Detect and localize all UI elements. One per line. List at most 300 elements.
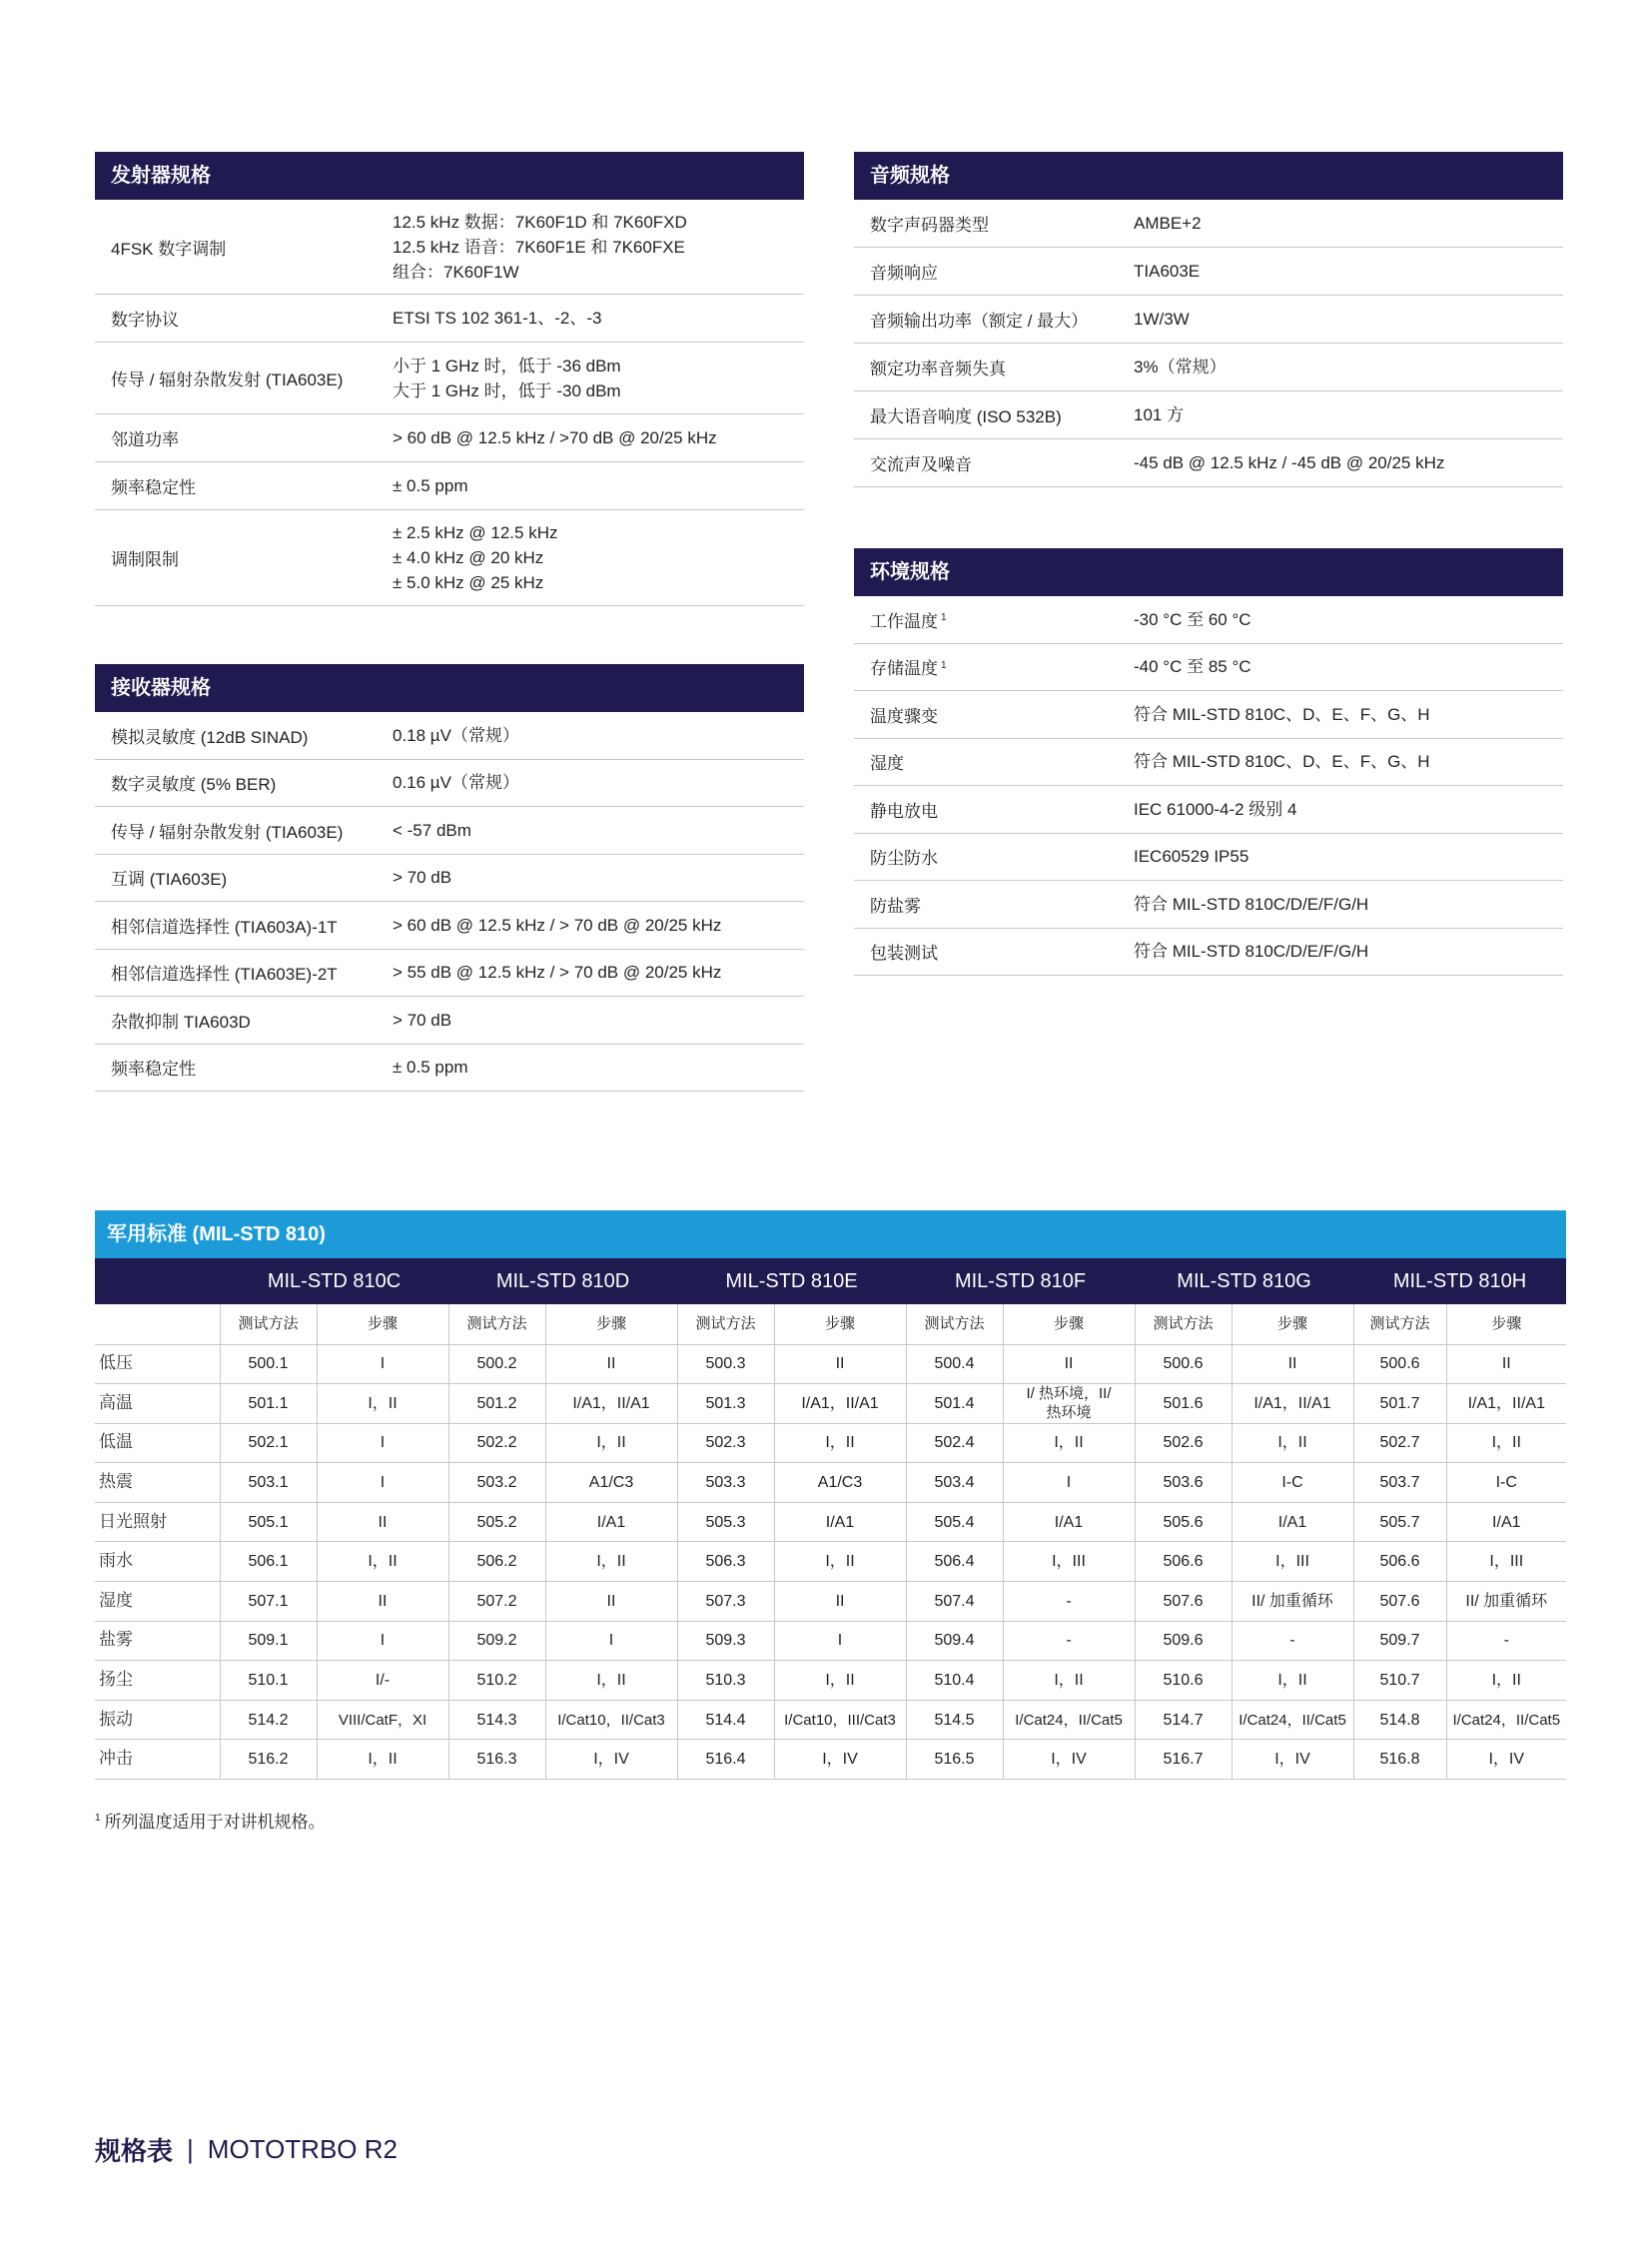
procedure-cell: I/A1，II/A1: [774, 1384, 906, 1424]
procedure-cell: I，II: [774, 1542, 906, 1582]
procedure-header: 步骤: [774, 1304, 906, 1344]
test-method-cell: 502.3: [677, 1423, 774, 1463]
spec-label: [95, 818, 393, 843]
procedure-cell: I/A1: [545, 1502, 677, 1542]
table-row: [95, 1344, 1566, 1384]
procedure-cell: I/Cat24，II/Cat5: [1446, 1700, 1566, 1740]
spec-value: > 70 dB: [393, 868, 452, 888]
test-method-cell: 506.4: [906, 1542, 1003, 1582]
test-method-cell: 509.3: [677, 1621, 774, 1661]
table-row: [95, 1661, 1566, 1701]
procedure-cell: I，II: [1003, 1423, 1135, 1463]
procedure-cell: I，II: [545, 1423, 677, 1463]
spec-label: [95, 235, 393, 260]
spec-label-text: 相邻信道选择性 (TIA603E)-2T: [111, 965, 338, 985]
table-row: [95, 1463, 1566, 1503]
spec-label-text: 工作温度: [870, 611, 938, 631]
spec-label: [854, 607, 1134, 632]
spec-label-text: 调制限制: [111, 550, 179, 569]
test-name: 高温: [95, 1384, 220, 1424]
test-method-header: 测试方法: [1353, 1304, 1446, 1344]
spec-label: [854, 355, 1134, 379]
procedure-cell: II/ 加重循环: [1446, 1582, 1566, 1622]
procedure-header: 步骤: [1446, 1304, 1566, 1344]
spec-label-text: 邻道功率: [111, 430, 179, 449]
spec-value: 12.5 kHz 数据：7K60F1D 和 7K60FXD 12.5 kHz 语音：7K60F1E 和 7K60FXE 组合：7K60F1W: [393, 212, 687, 282]
spec-label: [95, 913, 393, 938]
test-method-cell: 500.1: [220, 1344, 317, 1384]
procedure-cell: -: [1232, 1621, 1353, 1661]
table-row: [95, 1423, 1566, 1463]
test-name: 日光照射: [95, 1502, 220, 1542]
procedure-cell: I: [774, 1621, 906, 1661]
procedure-cell: VIII/CatF，XI: [317, 1700, 448, 1740]
test-name: 盐雾: [95, 1621, 220, 1661]
spec-label: [854, 402, 1134, 427]
test-method-cell: 501.7: [1353, 1384, 1446, 1424]
spec-label-text: 4FSK 数字调制: [111, 239, 227, 259]
spec-label: [95, 306, 393, 331]
spec-label-text: 交流声及噪音: [870, 455, 972, 474]
spec-label-text: 额定功率音频失真: [870, 360, 1006, 378]
test-name: 热震: [95, 1463, 220, 1503]
spec-value: -45 dB @ 12.5 kHz / -45 dB @ 20/25 kHz: [1134, 453, 1445, 472]
table-row: [95, 1542, 1566, 1582]
test-method-cell: 514.4: [677, 1700, 774, 1740]
spec-label-text: 最大语音响度 (ISO 532B): [870, 407, 1062, 426]
spec-label-text: 防盐雾: [870, 896, 921, 916]
spec-label-text: 杂散抑制 TIA603D: [111, 1012, 251, 1032]
footnote: [95, 1808, 326, 1833]
procedure-cell: I，II: [1446, 1661, 1566, 1701]
test-method-cell: 510.4: [906, 1661, 1003, 1701]
spec-value: 符合 MIL-STD 810C、D、E、F、G、H: [1134, 752, 1430, 772]
test-method-cell: 505.7: [1353, 1502, 1446, 1542]
procedure-header: 步骤: [1003, 1304, 1135, 1344]
spec-row: [95, 997, 804, 1045]
spec-value: AMBE+2: [1134, 214, 1202, 233]
procedure-cell: I，II: [1446, 1423, 1566, 1463]
procedure-header: 步骤: [317, 1304, 448, 1344]
test-method-cell: 501.2: [448, 1384, 545, 1424]
spec-row: [854, 248, 1563, 296]
spec-row: [95, 855, 804, 903]
test-method-cell: 507.2: [448, 1582, 545, 1622]
test-method-cell: 507.3: [677, 1582, 774, 1622]
test-method-cell: 516.4: [677, 1740, 774, 1780]
procedure-cell: I，IV: [545, 1740, 677, 1780]
spec-label: [95, 473, 393, 498]
spec-label: [854, 307, 1134, 332]
spec-label: [95, 425, 393, 450]
footer-separator: |: [187, 2134, 194, 2164]
table-row: [95, 1502, 1566, 1542]
procedure-cell: I，III: [1446, 1542, 1566, 1582]
test-method-cell: 506.1: [220, 1542, 317, 1582]
test-method-cell: 514.8: [1353, 1700, 1446, 1740]
test-method-cell: 510.3: [677, 1661, 774, 1701]
test-method-header: 测试方法: [448, 1304, 545, 1344]
audio-spec-section: [854, 152, 1563, 487]
page-footer: [95, 2131, 398, 2168]
test-name: 湿度: [95, 1582, 220, 1622]
spec-label: [854, 450, 1134, 475]
spec-value: > 60 dB @ 12.5 kHz / >70 dB @ 20/25 kHz: [393, 428, 717, 447]
procedure-cell: A1/C3: [774, 1463, 906, 1503]
procedure-cell: I，II: [317, 1542, 448, 1582]
test-method-cell: 503.6: [1135, 1463, 1232, 1503]
spec-value: -40 °C 至 85 °C: [1134, 657, 1251, 677]
procedure-cell: I/A1: [1232, 1502, 1353, 1542]
footnote-ref: 1: [941, 659, 947, 671]
section-title: 发射器规格: [95, 152, 804, 200]
spec-value: ETSI TS 102 361-1、-2、-3: [393, 309, 602, 328]
spec-value: > 55 dB @ 12.5 kHz / > 70 dB @ 20/25 kHz: [393, 963, 722, 983]
spec-value: IEC60529 IP55: [1134, 847, 1249, 867]
procedure-cell: I/A1: [1003, 1502, 1135, 1542]
spec-row: [95, 343, 804, 414]
test-name: 雨水: [95, 1542, 220, 1582]
test-method-cell: 516.7: [1135, 1740, 1232, 1780]
test-method-cell: 514.7: [1135, 1700, 1232, 1740]
receiver-spec-section: [95, 664, 804, 1092]
spec-label: [854, 259, 1134, 284]
spec-label-text: 湿度: [870, 754, 904, 774]
test-method-cell: 501.1: [220, 1384, 317, 1424]
table-row: [95, 1740, 1566, 1780]
procedure-cell: I，III: [1003, 1542, 1135, 1582]
test-method-cell: 510.2: [448, 1661, 545, 1701]
procedure-cell: I/A1，II/A1: [1446, 1384, 1566, 1424]
test-method-cell: 505.4: [906, 1502, 1003, 1542]
procedure-cell: I: [317, 1344, 448, 1384]
test-method-cell: 514.3: [448, 1700, 545, 1740]
procedure-cell: I: [317, 1423, 448, 1463]
test-method-cell: 507.1: [220, 1582, 317, 1622]
test-name: 振动: [95, 1700, 220, 1740]
spec-label: [854, 654, 1134, 679]
procedure-cell: II: [545, 1582, 677, 1622]
section-title: 环境规格: [854, 548, 1563, 596]
spec-label-text: 包装测试: [870, 944, 938, 964]
procedure-header: 步骤: [545, 1304, 677, 1344]
footer-doc-type: 规格表: [95, 2136, 174, 2166]
spec-label: [854, 939, 1134, 964]
procedure-cell: I/-: [317, 1661, 448, 1701]
test-method-cell: 507.6: [1135, 1582, 1232, 1622]
spec-label: [95, 545, 393, 570]
procedure-cell: II: [317, 1502, 448, 1542]
section-title: 音频规格: [854, 152, 1563, 200]
spec-row: [854, 391, 1563, 439]
test-method-cell: 509.1: [220, 1621, 317, 1661]
procedure-cell: I，II: [1232, 1423, 1353, 1463]
spec-value: > 60 dB @ 12.5 kHz / > 70 dB @ 20/25 kHz: [393, 915, 722, 935]
procedure-cell: II: [1003, 1344, 1135, 1384]
spec-value: 符合 MIL-STD 810C/D/E/F/G/H: [1134, 894, 1369, 914]
spec-value: ± 0.5 ppm: [393, 476, 468, 495]
test-method-cell: 509.6: [1135, 1621, 1232, 1661]
table-row: [95, 1621, 1566, 1661]
spec-row: [95, 295, 804, 343]
spec-value: TIA603E: [1134, 262, 1201, 281]
test-method-cell: 503.7: [1353, 1463, 1446, 1503]
spec-value: 101 方: [1134, 405, 1185, 424]
spec-label-text: 音频响应: [870, 264, 938, 283]
spec-row: [854, 296, 1563, 344]
section-title: 接收器规格: [95, 664, 804, 712]
test-method-cell: 503.3: [677, 1463, 774, 1503]
military-standard-section: [95, 1210, 1566, 1780]
test-method-cell: 516.8: [1353, 1740, 1446, 1780]
test-method-cell: 501.4: [906, 1384, 1003, 1424]
environment-spec-section: [854, 548, 1563, 976]
spec-value: 符合 MIL-STD 810C/D/E/F/G/H: [1134, 942, 1369, 962]
test-method-cell: 500.2: [448, 1344, 545, 1384]
procedure-cell: I/Cat10，III/Cat3: [774, 1700, 906, 1740]
test-method-header: 测试方法: [677, 1304, 774, 1344]
test-method-cell: 509.2: [448, 1621, 545, 1661]
procedure-cell: I/A1，II/A1: [545, 1384, 677, 1424]
spec-label-text: 数字声码器类型: [870, 216, 989, 235]
spec-row: [854, 644, 1563, 692]
test-method-cell: 514.2: [220, 1700, 317, 1740]
table-row: [95, 1700, 1566, 1740]
test-method-cell: 514.5: [906, 1700, 1003, 1740]
test-method-cell: 502.1: [220, 1423, 317, 1463]
standard-header: MIL-STD 810D: [448, 1258, 677, 1304]
procedure-cell: I，IV: [774, 1740, 906, 1780]
spec-label: [854, 892, 1134, 917]
procedure-cell: I，II: [1003, 1661, 1135, 1701]
procedure-cell: II: [1446, 1344, 1566, 1384]
procedure-cell: I，II: [317, 1740, 448, 1780]
test-method-cell: 509.4: [906, 1621, 1003, 1661]
procedure-cell: I，IV: [1003, 1740, 1135, 1780]
standard-header: MIL-STD 810E: [677, 1258, 906, 1304]
test-method-header: 测试方法: [220, 1304, 317, 1344]
spec-row: [854, 200, 1563, 248]
procedure-cell: I: [545, 1621, 677, 1661]
spec-label-text: 温度骤变: [870, 706, 938, 726]
spec-label: [95, 366, 393, 390]
spec-row: [95, 200, 804, 295]
spec-value: -30 °C 至 60 °C: [1134, 609, 1251, 629]
test-method-cell: 505.2: [448, 1502, 545, 1542]
spec-label-text: 静电放电: [870, 801, 938, 821]
test-method-header: 测试方法: [906, 1304, 1003, 1344]
test-name: 低温: [95, 1423, 220, 1463]
spec-label-text: 频率稳定性: [111, 478, 196, 497]
spec-label: [854, 749, 1134, 774]
test-method-cell: 510.1: [220, 1661, 317, 1701]
procedure-cell: I，II: [774, 1423, 906, 1463]
spec-value: < -57 dBm: [393, 820, 471, 840]
table-row: [95, 1384, 1566, 1424]
procedure-cell: I/A1: [774, 1502, 906, 1542]
test-method-cell: 509.7: [1353, 1621, 1446, 1661]
test-method-cell: 506.2: [448, 1542, 545, 1582]
test-method-cell: 516.3: [448, 1740, 545, 1780]
procedure-cell: I: [317, 1463, 448, 1503]
procedure-cell: I/Cat24，II/Cat5: [1232, 1700, 1353, 1740]
test-method-cell: 506.6: [1135, 1542, 1232, 1582]
test-method-cell: 502.4: [906, 1423, 1003, 1463]
spec-row: [95, 807, 804, 855]
spec-row: [854, 881, 1563, 929]
test-method-cell: 500.6: [1353, 1344, 1446, 1384]
test-method-header: 测试方法: [1135, 1304, 1232, 1344]
procedure-cell: II: [774, 1582, 906, 1622]
spec-label-text: 互调 (TIA603E): [111, 870, 228, 890]
procedure-cell: -: [1003, 1621, 1135, 1661]
test-method-cell: 502.6: [1135, 1423, 1232, 1463]
spec-row: [854, 596, 1563, 644]
blank-sub-header-cell: [95, 1304, 220, 1344]
spec-row: [95, 712, 804, 760]
test-name: 冲击: [95, 1740, 220, 1780]
standards-header-row: [95, 1258, 1566, 1304]
test-method-cell: 505.6: [1135, 1502, 1232, 1542]
test-method-cell: 502.2: [448, 1423, 545, 1463]
spec-label-text: 传导 / 辐射杂散发射 (TIA603E): [111, 822, 344, 842]
procedure-header: 步骤: [1232, 1304, 1353, 1344]
table-row: [95, 1582, 1566, 1622]
procedure-cell: I，II: [1232, 1661, 1353, 1701]
spec-label: [854, 844, 1134, 869]
spec-label: [95, 1055, 393, 1080]
test-method-cell: 505.1: [220, 1502, 317, 1542]
spec-label: [95, 1008, 393, 1033]
footnote-text: 所列温度适用于对讲机规格。: [104, 1813, 326, 1832]
test-method-cell: 516.2: [220, 1740, 317, 1780]
procedure-cell: I/A1，II/A1: [1232, 1384, 1353, 1424]
spec-row: [95, 950, 804, 998]
procedure-cell: I-C: [1446, 1463, 1566, 1503]
test-method-cell: 503.1: [220, 1463, 317, 1503]
test-method-cell: 503.4: [906, 1463, 1003, 1503]
procedure-cell: I，II: [545, 1661, 677, 1701]
spec-label-text: 传导 / 辐射杂散发射 (TIA603E): [111, 371, 344, 389]
spec-value: 1W/3W: [1134, 310, 1190, 329]
procedure-cell: I/ 热环境，II/ 热环境: [1003, 1384, 1135, 1424]
test-method-cell: 501.6: [1135, 1384, 1232, 1424]
spec-value: > 70 dB: [393, 1010, 452, 1030]
test-method-cell: 516.5: [906, 1740, 1003, 1780]
test-method-cell: 507.4: [906, 1582, 1003, 1622]
test-method-cell: 500.3: [677, 1344, 774, 1384]
spec-label: [854, 702, 1134, 727]
test-name: 低压: [95, 1344, 220, 1384]
test-method-cell: 503.2: [448, 1463, 545, 1503]
procedure-cell: I/A1: [1446, 1502, 1566, 1542]
footnote-mark: 1: [95, 1813, 101, 1825]
sub-header-row: [95, 1304, 1566, 1344]
test-method-cell: 506.6: [1353, 1542, 1446, 1582]
procedure-cell: I，IV: [1232, 1740, 1353, 1780]
spec-row: [854, 344, 1563, 391]
spec-value: 3%（常规）: [1134, 358, 1227, 376]
spec-row: [95, 902, 804, 950]
spec-value: IEC 61000-4-2 级别 4: [1134, 799, 1297, 819]
spec-row: [95, 1045, 804, 1093]
spec-value: 0.16 µV（常规）: [393, 773, 519, 793]
procedure-cell: A1/C3: [545, 1463, 677, 1503]
spec-label-text: 频率稳定性: [111, 1060, 196, 1080]
procedure-cell: II/ 加重循环: [1232, 1582, 1353, 1622]
spec-label: [854, 797, 1134, 822]
standard-header: MIL-STD 810F: [906, 1258, 1135, 1304]
spec-label: [95, 723, 393, 748]
spec-value: 小于 1 GHz 时，低于 -36 dBm 大于 1 GHz 时，低于 -30 dBm: [393, 356, 621, 400]
procedure-cell: -: [1446, 1621, 1566, 1661]
spec-value: ± 2.5 kHz @ 12.5 kHz ± 4.0 kHz @ 20 kHz ± 5.0 kHz @ 25 kHz: [393, 523, 558, 592]
military-title: 军用标准 (MIL-STD 810): [95, 1210, 1566, 1258]
spec-label: [95, 770, 393, 795]
spec-label-text: 防尘防水: [870, 849, 938, 869]
spec-label-text: 存储温度: [870, 659, 938, 679]
spec-label-text: 数字协议: [111, 311, 179, 330]
standard-header: MIL-STD 810H: [1353, 1258, 1566, 1304]
spec-label-text: 音频输出功率（额定 / 最大）: [870, 312, 1089, 331]
military-table: [95, 1258, 1566, 1780]
procedure-cell: I，IV: [1446, 1740, 1566, 1780]
spec-row: [854, 439, 1563, 487]
test-method-cell: 500.6: [1135, 1344, 1232, 1384]
spec-row: [95, 760, 804, 808]
test-method-cell: 510.6: [1135, 1661, 1232, 1701]
procedure-cell: II: [1232, 1344, 1353, 1384]
spec-row: [95, 510, 804, 606]
test-method-cell: 500.4: [906, 1344, 1003, 1384]
test-method-cell: 510.7: [1353, 1661, 1446, 1701]
test-method-cell: 507.6: [1353, 1582, 1446, 1622]
spec-row: [95, 462, 804, 510]
spec-label-text: 数字灵敏度 (5% BER): [111, 775, 277, 795]
procedure-cell: I，II: [774, 1661, 906, 1701]
procedure-cell: II: [774, 1344, 906, 1384]
spec-row: [854, 834, 1563, 882]
procedure-cell: I，III: [1232, 1542, 1353, 1582]
spec-label: [95, 960, 393, 985]
standard-header: MIL-STD 810C: [220, 1258, 448, 1304]
test-method-cell: 506.3: [677, 1542, 774, 1582]
spec-label-text: 相邻信道选择性 (TIA603A)-1T: [111, 917, 338, 937]
procedure-cell: I，II: [545, 1542, 677, 1582]
spec-value: 0.18 µV（常规）: [393, 725, 519, 745]
spec-row: [95, 414, 804, 462]
spec-row: [854, 929, 1563, 977]
test-method-cell: 505.3: [677, 1502, 774, 1542]
spec-row: [854, 786, 1563, 834]
spec-value: ± 0.5 ppm: [393, 1058, 468, 1078]
spec-label: [854, 211, 1134, 236]
spec-row: [854, 691, 1563, 739]
footer-product-name: MOTOTRBO R2: [207, 2134, 398, 2164]
standard-header: MIL-STD 810G: [1135, 1258, 1353, 1304]
spec-label: [95, 865, 393, 890]
procedure-cell: I: [1003, 1463, 1135, 1503]
procedure-cell: I-C: [1232, 1463, 1353, 1503]
spec-row: [854, 739, 1563, 787]
procedure-cell: II: [317, 1582, 448, 1622]
test-method-cell: 502.7: [1353, 1423, 1446, 1463]
blank-header-cell: [95, 1258, 220, 1304]
procedure-cell: I: [317, 1621, 448, 1661]
procedure-cell: I/Cat24，II/Cat5: [1003, 1700, 1135, 1740]
procedure-cell: I，II: [317, 1384, 448, 1424]
test-name: 扬尘: [95, 1661, 220, 1701]
